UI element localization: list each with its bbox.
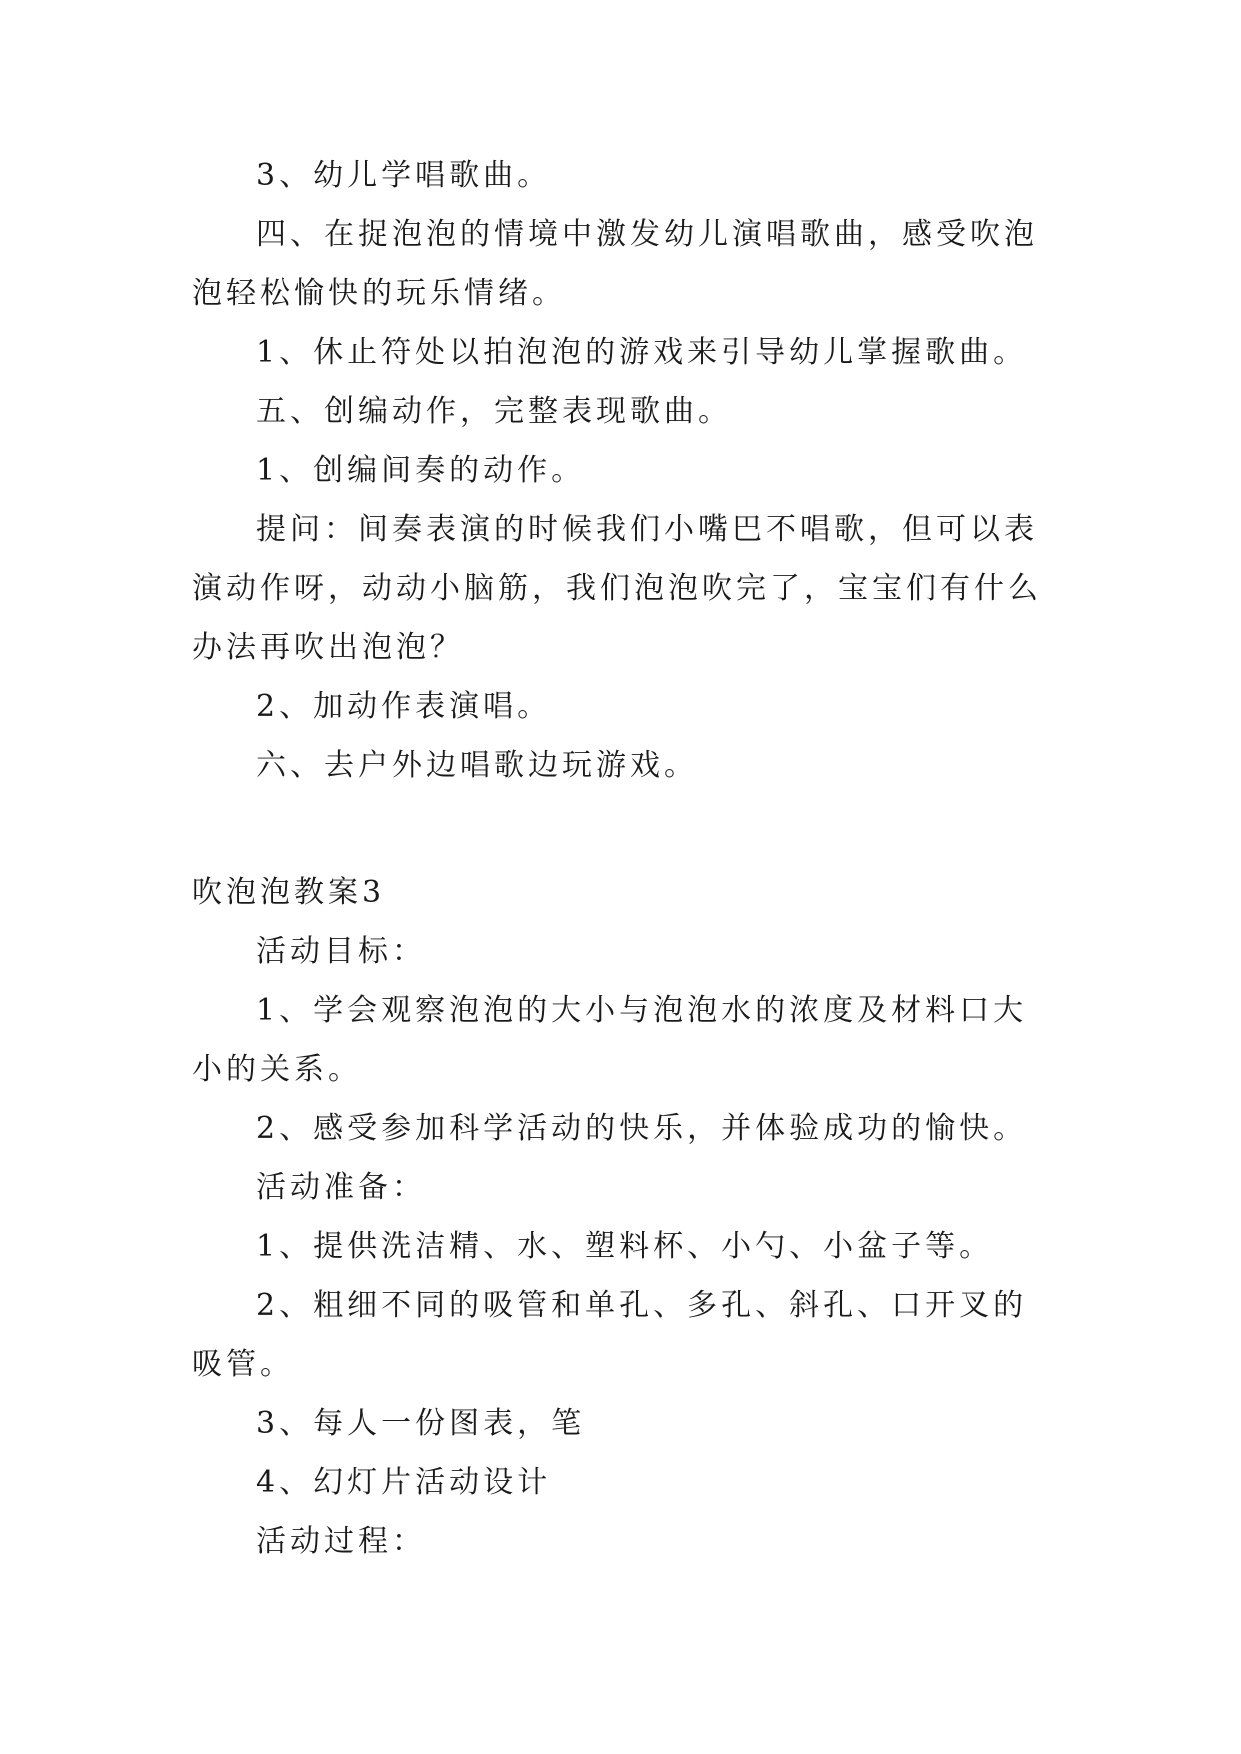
paragraph: 3、幼儿学唱歌曲。	[256, 158, 552, 193]
paragraph: 活动过程：	[256, 1524, 426, 1559]
paragraph: 2、感受参加科学活动的快乐，并体验成功的愉快。	[256, 1111, 1028, 1146]
section-heading: 吹泡泡教案3	[192, 875, 386, 910]
paragraph: 1、创编间奏的动作。	[256, 453, 586, 488]
paragraph: 五、创编动作，完整表现歌曲。	[256, 394, 732, 429]
paragraph: 3、每人一份图表，笔	[256, 1406, 586, 1441]
paragraph: 1、学会观察泡泡的大小与泡泡水的浓度及材料口大小的关系。	[192, 993, 1028, 1087]
paragraph: 四、在捉泡泡的情境中激发幼儿演唱歌曲，感受吹泡泡轻松愉快的玩乐情绪。	[192, 217, 1038, 311]
paragraph: 4、幻灯片活动设计	[256, 1465, 552, 1500]
paragraph: 1、休止符处以拍泡泡的游戏来引导幼儿掌握歌曲。	[256, 335, 1028, 370]
paragraph: 活动准备：	[256, 1170, 426, 1205]
paragraph: 六、去户外边唱歌边玩游戏。	[256, 748, 698, 783]
body-section-2	[192, 863, 1052, 1571]
paragraph: 1、提供洗洁精、水、塑料杯、小勺、小盆子等。	[256, 1229, 994, 1264]
paragraph: 2、加动作表演唱。	[256, 689, 552, 724]
body-section-1	[192, 146, 1052, 795]
paragraph: 2、粗细不同的吸管和单孔、多孔、斜孔、口开叉的吸管。	[192, 1288, 1028, 1382]
paragraph: 活动目标：	[256, 934, 426, 969]
paragraph: 提问：间奏表演的时候我们小嘴巴不唱歌，但可以表演动作呀，动动小脑筋，我们泡泡吹完了，宝宝们有什么办法再吹出泡泡？	[192, 512, 1042, 665]
